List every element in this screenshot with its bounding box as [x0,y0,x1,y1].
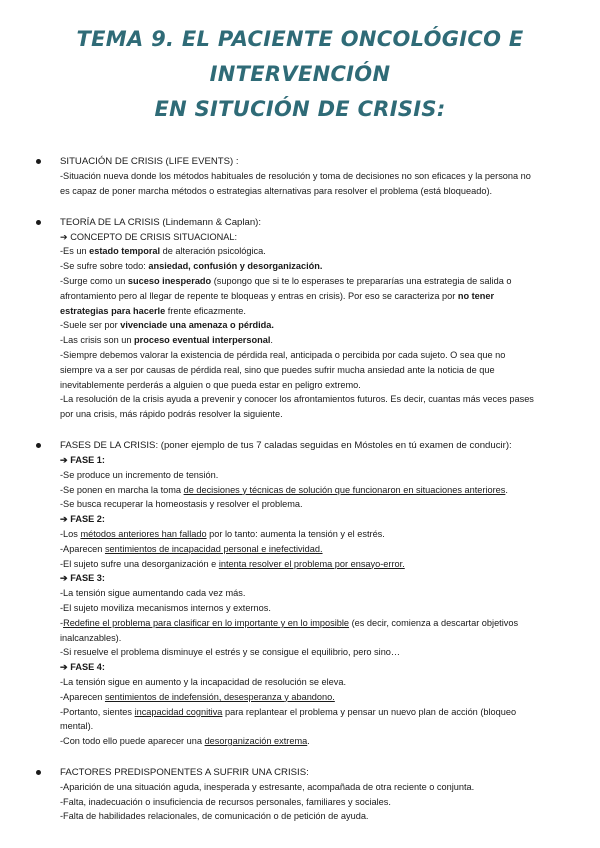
text-line [60,169,576,184]
text-line [60,468,576,483]
text-line [60,184,576,199]
text-span: - [60,617,64,628]
underlined-text: de decisiones y técnicas de solución que funcionaron en situaciones anteriores [183,484,506,495]
document-body [0,154,600,824]
text-span: es capaz de poner marcha métodos o estrategias alternativas para resolver el problema (está bloqueado). [60,185,493,196]
text-span: mental). [60,721,94,732]
text-span: -Se ponen en marcha la toma [60,484,184,495]
text-line [60,407,576,422]
text-span: . [505,484,508,495]
text-line [60,289,576,304]
text-line [60,318,576,333]
section-heading: TEORÍA DE LA CRISIS (Lindemann & Caplan): [60,216,262,228]
text-line [60,675,576,690]
text-span: -El sujeto sufre una desorganización e [60,558,219,569]
text-span: -Siempre debemos valorar la existencia de pérdida real, anticipada o percibida por cada sujeto. O sea que no [60,349,506,360]
text-span: (supongo que si te lo esperases te prepararías una estrategia de salida o [211,275,512,286]
text-line [60,601,576,616]
text-line [60,230,576,245]
bold-text: suceso inesperado [127,275,212,286]
text-span: -Si resuelve el problema disminuye el estrés y se consigue el equilibrio, pero sino… [60,647,401,658]
text-span: -El sujeto moviliza mecanismos internos y externos. [60,602,271,613]
bullet-icon [36,443,41,448]
text-line [60,527,576,542]
text-span: -La resolución de la crisis ayuda a prevenir y conocer los afrontamientos futuros. Es decir, cuantas más veces pases [60,394,534,405]
text-span: -Se produce un incremento de tensión. [60,469,219,480]
text-span: ➔ FASE 3: [60,573,105,584]
text-span: -Los [60,528,81,539]
text-line [60,586,576,601]
text-line [60,244,576,259]
bold-text: estado temporal [89,246,161,257]
text-span: por una crisis, más rápido podrás resolver la siguiente. [60,409,283,420]
text-span: ➔ CONCEPTO DE CRISIS SITUACIONAL: [60,231,238,242]
underlined-text: sentimientos de indefensión, desesperanza y abandono. [104,691,335,702]
bold-text: ansiedad, confusión y desorganización. [148,261,323,272]
text-span: -La tensión sigue aumentando cada vez más. [60,588,246,599]
text-line [60,734,576,749]
text-span: -Aparecen [60,691,105,702]
section [0,215,600,422]
document-title [0,0,600,127]
text-span: -Aparecen [60,543,105,554]
bullet-icon [36,159,41,164]
underlined-text: Redefine el problema para clasificar en lo importante y en lo imposible [63,617,350,628]
text-line [60,809,576,824]
text-span: . [307,736,310,747]
bullet-icon [36,770,41,775]
text-span: ➔ FASE 2: [60,514,105,525]
underlined-text: intenta resolver el problema por ensayo-error. [218,558,405,569]
underlined-text: sentimientos de incapacidad personal e inefectividad. [104,543,323,554]
text-span: frente eficazmente. [165,305,246,316]
bold-text: vivenciade una amenaza o pérdida. [120,320,274,331]
text-span: -Falta, inadecuación o insuficiencia de recursos personales, familiares y sociales. [60,796,391,807]
text-span: -Situación nueva donde los métodos habituales de resolución y toma de decisiones no son eficaces y la persona no [60,171,531,181]
text-span: -Suele ser por [60,320,121,331]
underlined-text: desorganización extrema [204,736,308,747]
text-span: -Es un [60,246,90,257]
text-span: -Aparición de una situación aguda, inesperada y estresante, acompañada de otra reciente o conjunta. [60,781,475,792]
text-span: -Portanto, sientes [60,706,135,717]
text-span: inalcanzables). [60,632,122,643]
text-line [60,542,576,557]
text-line [60,631,576,646]
text-span: por lo tanto: aumenta la tensión y el estrés. [206,528,385,539]
underlined-text: incapacidad cognitiva [134,706,223,717]
text-span: -La tensión sigue en aumento y la incapacidad de resolución se eleva. [60,676,347,687]
text-line [60,719,576,734]
title-line-2: EN SITUCIÓN DE CRISIS: [154,97,446,121]
text-line [60,483,576,498]
text-span: (es decir, comienza a descartar objetivos [349,617,519,628]
underlined-text: métodos anteriores han fallado [80,528,207,539]
text-line [60,512,576,527]
text-span: . [270,335,273,346]
text-span: inevitablemente perderás a alguien o que pueda estar en peligro extremo. [60,379,361,390]
section [0,154,600,199]
text-line [60,304,576,319]
text-line [60,705,576,720]
text-line [60,645,576,660]
text-span: siempre va a ser por causas de pérdida real, sino que puedes sufrir mucha ansiedad ante la noticia de que [60,364,495,375]
text-span: de alteración psicológica. [160,246,266,257]
section-heading: FASES DE LA CRISIS: (poner ejemplo de tus 7 caladas seguidas en Móstoles en tú examen de conducir): [60,439,512,451]
text-span: afrontamiento pero al llegar de repente te bloqueas y entras en crisis). Por eso se caracteriza por [60,290,458,301]
text-line [60,392,576,407]
text-line [60,780,576,795]
text-line [60,571,576,586]
text-span: -Surge como un [60,275,128,286]
bold-text: estrategias para hacerle [60,305,166,316]
text-span: -Las crisis son un [60,335,135,346]
section [0,438,600,749]
text-span: ➔ FASE 4: [60,662,105,673]
text-line [60,616,576,631]
text-span: -Falta de habilidades relacionales, de comunicación o de petición de ayuda. [60,811,369,822]
bold-text: no tener [457,290,495,301]
section-heading: FACTORES PREDISPONENTES A SUFRIR UNA CRISIS: [60,766,309,778]
text-line [60,348,576,363]
text-line [60,363,576,378]
text-line [60,497,576,512]
bullet-icon [36,220,41,225]
text-line [60,453,576,468]
text-span: ➔ FASE 1: [60,454,105,465]
title-line-1: TEMA 9. EL PACIENTE ONCOLÓGICO E INTERVENCIÓN [76,27,524,86]
text-span: -Con todo ello puede aparecer una [60,736,205,747]
text-line [60,333,576,348]
section-heading: SITUACIÓN DE CRISIS (LIFE EVENTS) : [60,156,239,167]
text-line [60,274,576,289]
text-line [60,557,576,572]
bold-text: proceso eventual interpersonal [134,335,271,346]
text-line [60,660,576,675]
text-span: -Se busca recuperar la homeostasis y resolver el problema. [60,499,303,510]
text-span: -Se sufre sobre todo: [60,261,149,272]
text-line [60,795,576,810]
text-line [60,259,576,274]
section [0,765,600,824]
text-line [60,378,576,393]
text-span: para replantear el problema y pensar un nuevo plan de acción (bloqueo [222,706,517,717]
text-line [60,690,576,705]
